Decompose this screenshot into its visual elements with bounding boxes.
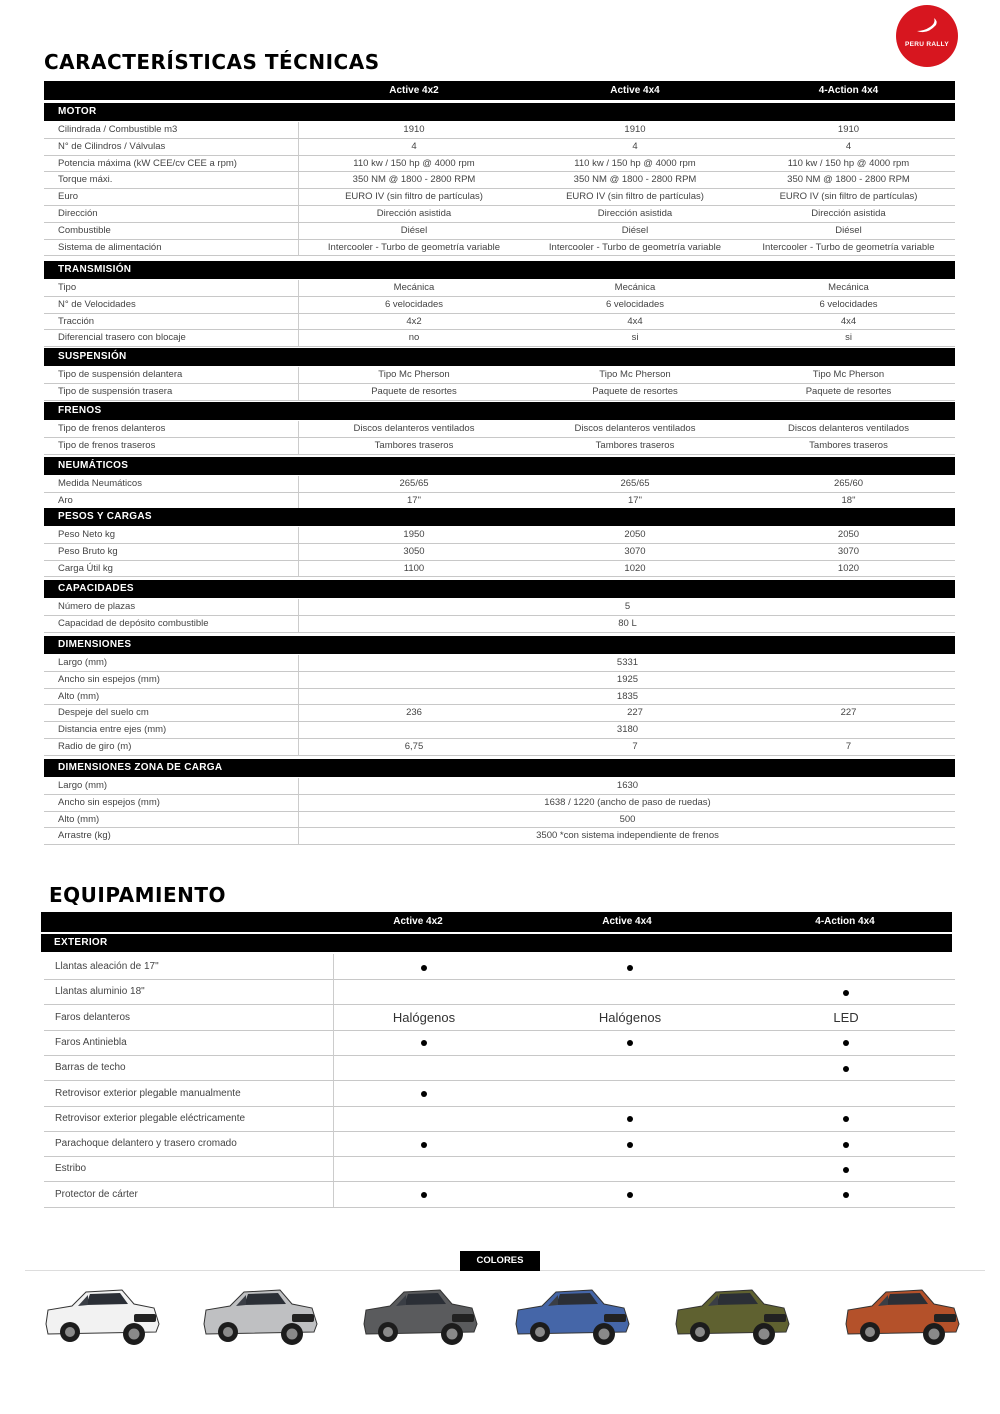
spec-row [44, 240, 955, 257]
equipment-label: Parachoque delantero y trasero cromado [55, 1138, 237, 1150]
pickup-truck-color-1 [42, 1280, 162, 1348]
spec-value: 18" [841, 494, 856, 506]
column-divider [298, 655, 299, 671]
spec-value: 3050 [403, 545, 425, 557]
spec-value: 1910 [624, 124, 646, 135]
spec-value: 2050 [837, 529, 860, 540]
spec-value: Discos delanteros ventilados [788, 423, 909, 434]
bullet-icon [843, 1040, 849, 1046]
spec-label: Número de plazas [58, 601, 136, 612]
bullet-icon [843, 1066, 849, 1072]
spec-row [44, 421, 955, 438]
spec-label: Alto (mm) [58, 690, 100, 702]
included-dot-icon [756, 979, 936, 1004]
spec-label: Cilindrada / Combustible m3 [58, 124, 178, 135]
spec-value: 227 [840, 707, 857, 719]
column-divider [298, 705, 299, 721]
equipment-row [44, 1131, 955, 1157]
spec-value: Diésel [400, 224, 428, 236]
bullet-icon [627, 1040, 633, 1046]
spec-value: 350 NM @ 1800 - 2800 RPM [352, 174, 476, 186]
column-divider [298, 828, 299, 844]
included-dot-icon [540, 1106, 720, 1131]
pickup-truck-color-4 [512, 1280, 632, 1348]
spec-row [44, 223, 955, 240]
spec-label: Torque máxi. [58, 174, 113, 186]
bullet-icon [843, 1192, 849, 1198]
spec-value: Tambores traseros [374, 439, 454, 451]
spec-row [44, 812, 955, 829]
spec-label: Diferencial trasero con blocaje [58, 332, 186, 344]
spec-row [44, 527, 955, 544]
spec-value: 17" [407, 494, 421, 506]
spec-value: Tambores traseros [595, 439, 675, 451]
spec-value: Tipo Mc Pherson [599, 369, 671, 380]
spec-value-shared: 5 [624, 601, 631, 612]
column-divider [298, 672, 299, 688]
spec-row [44, 330, 955, 347]
column-divider [298, 812, 299, 828]
spec-value: 265/65 [620, 478, 650, 489]
equipment-row [44, 979, 955, 1005]
spec-label: Radio de giro (m) [58, 741, 132, 752]
section-header: DIMENSIONES ZONA DE CARGA [44, 759, 955, 777]
equipment-value: LED [833, 1009, 859, 1025]
pickup-truck-color-3 [360, 1280, 480, 1348]
section-header: CAPACIDADES [44, 580, 955, 598]
equipment-row [44, 1055, 955, 1081]
spec-row [44, 655, 955, 672]
spec-label: N° de Cilindros / Válvulas [58, 140, 166, 152]
spec-label: Euro [58, 191, 79, 203]
spec-label: Sistema de alimentación [58, 241, 162, 253]
spec-value: 17" [628, 494, 642, 506]
spec-label: Aro [58, 494, 73, 506]
spec-value: Dirección asistida [597, 208, 673, 219]
equipment-label: Llantas aleación de 17" [55, 961, 159, 972]
column-divider [298, 367, 299, 383]
specs-title: CARACTERÍSTICAS TÉCNICAS [44, 50, 380, 74]
included-dot-icon [756, 1156, 936, 1181]
spec-value: 265/65 [399, 478, 429, 489]
spec-row [44, 544, 955, 561]
spec-value: si [631, 332, 639, 344]
included-dot-icon [756, 1106, 936, 1131]
equipment-empty [334, 979, 514, 1004]
spec-row [44, 172, 955, 189]
column-divider [298, 280, 299, 296]
spec-label: Combustible [58, 224, 111, 236]
spec-label: Dirección [58, 208, 98, 219]
spec-value: Intercooler - Turbo de geometría variable [327, 241, 501, 253]
included-dot-icon [540, 1030, 720, 1055]
bullet-icon [421, 1091, 427, 1097]
spec-row [44, 297, 955, 314]
equipment-row [44, 1030, 955, 1056]
spec-value: 110 kw / 150 hp @ 4000 rpm [353, 157, 475, 169]
spec-value: 4 [411, 140, 417, 152]
column-active-4x2: Active 4x2 [389, 85, 439, 96]
spec-label: Ancho sin espejos (mm) [58, 673, 160, 685]
spec-label: Peso Neto kg [58, 529, 116, 540]
equipment-row [44, 1005, 955, 1031]
included-dot-icon [540, 954, 720, 979]
column-divider [298, 689, 299, 705]
bullet-icon [843, 1116, 849, 1122]
spec-value: Diésel [835, 224, 862, 236]
equipment-label: Barras de techo [55, 1062, 126, 1074]
spec-value-shared: 1638 / 1220 (ancho de paso de ruedas) [544, 796, 711, 808]
colors-label: COLORES [460, 1251, 540, 1271]
equipment-title: EQUIPAMIENTO [49, 883, 227, 907]
spec-label: Tipo de frenos traseros [58, 439, 156, 451]
section-header: FRENOS [44, 402, 955, 420]
equipment-row [44, 954, 955, 980]
spec-row [44, 739, 955, 756]
spec-value: 1020 [624, 562, 646, 574]
spec-row [44, 314, 955, 331]
bullet-icon [421, 1040, 427, 1046]
spec-value-shared: 3180 [616, 724, 639, 736]
spec-value-shared: 1630 [616, 780, 639, 791]
spec-value: 7 [845, 741, 852, 752]
equipment-label: Llantas aluminio 18" [55, 986, 145, 998]
swoosh-icon [914, 17, 940, 35]
spec-row [44, 561, 955, 578]
column-divider [298, 156, 299, 172]
spec-label: Despeje del suelo cm [58, 707, 149, 719]
bullet-icon [843, 990, 849, 996]
spec-value: 3070 [624, 545, 646, 557]
column-divider [298, 778, 299, 794]
equipment-empty [540, 979, 720, 1004]
spec-value: 110 kw / 150 hp @ 4000 rpm [574, 157, 696, 169]
spec-row [44, 384, 955, 401]
column-divider [298, 616, 299, 632]
spec-value: Mecánica [393, 282, 435, 293]
spec-row [44, 280, 955, 297]
equipment-label: Faros Antiniebla [55, 1036, 127, 1048]
column-divider [298, 599, 299, 615]
equipment-value: Halógenos [598, 1009, 662, 1025]
spec-value: 1020 [837, 562, 860, 574]
spec-label: Capacidad de depósito combustible [58, 617, 209, 629]
spec-value-shared: 1835 [616, 690, 639, 702]
bullet-icon [843, 1167, 849, 1173]
spec-label: Tipo de suspensión delantera [58, 369, 183, 380]
spec-row [44, 156, 955, 173]
spec-value: EURO IV (sin filtro de partículas) [566, 191, 704, 203]
equipment-row [44, 1081, 955, 1107]
spec-value: 3070 [837, 545, 860, 557]
column-divider [298, 206, 299, 222]
column-divider [298, 739, 299, 755]
bullet-icon [627, 1116, 633, 1122]
spec-value-shared: 1925 [616, 673, 639, 685]
spec-row [44, 795, 955, 812]
spec-value: Intercooler - Turbo de geometría variable [762, 241, 935, 253]
spec-row [44, 438, 955, 455]
spec-value: 4x2 [406, 315, 422, 327]
equipment-empty [540, 1156, 720, 1181]
spec-value: 227 [627, 707, 643, 719]
included-dot-icon [756, 1055, 936, 1080]
specs-column-header [44, 81, 955, 100]
spec-value: Paquete de resortes [592, 385, 678, 397]
included-dot-icon [540, 1182, 720, 1207]
spec-row [44, 689, 955, 706]
column-divider [298, 330, 299, 346]
column-divider [298, 476, 299, 492]
equipment-row [44, 1106, 955, 1132]
equipment-empty [540, 1055, 720, 1080]
spec-value: 6 velocidades [384, 298, 444, 310]
spec-value: 110 kw / 150 hp @ 4000 rpm [787, 157, 910, 169]
bullet-icon [627, 1192, 633, 1198]
column-divider [298, 384, 299, 400]
column-divider [298, 172, 299, 188]
spec-label: N° de Velocidades [58, 298, 136, 310]
spec-row [44, 122, 955, 139]
spec-label: Alto (mm) [58, 813, 100, 825]
column-divider [298, 421, 299, 437]
spec-label: Potencia máxima (kW CEE/cv CEE a rpm) [58, 157, 237, 169]
equipment-value: Halógenos [392, 1009, 456, 1025]
spec-label: Arrastre (kg) [58, 830, 111, 842]
column-divider [298, 122, 299, 138]
spec-row [44, 828, 955, 845]
spec-value: Mecánica [614, 282, 656, 293]
column-divider [298, 223, 299, 239]
column-divider [298, 314, 299, 330]
spec-value: 236 [406, 707, 422, 719]
bullet-icon [627, 1142, 633, 1148]
spec-value: 4x4 [627, 315, 643, 327]
spec-value: Dirección asistida [811, 208, 886, 219]
spec-value: 2050 [624, 529, 646, 540]
spec-row [44, 206, 955, 223]
equipment-label: Estribo [55, 1163, 87, 1175]
included-dot-icon [756, 1030, 936, 1055]
column-active-4x4: Active 4x4 [610, 85, 660, 96]
column-divider [298, 493, 299, 509]
included-dot-icon [334, 954, 514, 979]
included-dot-icon [334, 1030, 514, 1055]
brand-logo [896, 5, 958, 67]
bullet-icon [843, 1142, 849, 1148]
spec-row [44, 599, 955, 616]
spec-value: Diésel [621, 224, 649, 236]
spec-label: Medida Neumáticos [58, 478, 142, 489]
spec-value: Intercooler - Turbo de geometría variable [548, 241, 722, 253]
spec-value: Tipo Mc Pherson [378, 369, 450, 380]
spec-row [44, 705, 955, 722]
equipment-empty [334, 1055, 514, 1080]
spec-label: Largo (mm) [58, 780, 108, 791]
column-divider [298, 544, 299, 560]
spec-value: 7 [632, 741, 638, 752]
spec-value: 350 NM @ 1800 - 2800 RPM [573, 174, 697, 186]
spec-row [44, 476, 955, 493]
column-4-action-4x4: 4-Action 4x4 [815, 916, 875, 927]
section-header: PESOS Y CARGAS [44, 508, 955, 526]
spec-row [44, 722, 955, 739]
section-header: EXTERIOR [41, 934, 952, 952]
spec-label: Tracción [58, 315, 95, 327]
section-header: DIMENSIONES [44, 636, 955, 654]
equipment-empty [334, 1156, 514, 1181]
spec-value: 6 velocidades [605, 298, 665, 310]
spec-value: 1910 [403, 124, 425, 135]
equipment-label: Retrovisor exterior plegable eléctricamente [55, 1112, 246, 1124]
spec-label: Carga Útil kg [58, 562, 113, 574]
section-header: TRANSMISIÓN [44, 261, 955, 279]
spec-value: Discos delanteros ventilados [574, 423, 696, 434]
spec-row [44, 616, 955, 633]
spec-value: Dirección asistida [376, 208, 452, 219]
included-dot-icon [756, 1131, 936, 1156]
column-divider [298, 240, 299, 256]
bullet-icon [421, 1142, 427, 1148]
spec-label: Tipo de frenos delanteros [58, 423, 166, 434]
spec-label: Tipo de suspensión trasera [58, 385, 173, 397]
included-dot-icon [334, 1182, 514, 1207]
spec-value: 1950 [403, 529, 425, 540]
spec-value: 1910 [837, 124, 860, 135]
section-header: SUSPENSIÓN [44, 348, 955, 366]
spec-label: Distancia entre ejes (mm) [58, 724, 167, 736]
spec-value: Paquete de resortes [805, 385, 892, 397]
spec-value: si [845, 332, 852, 344]
spec-value: 4 [845, 140, 852, 152]
equipment-empty [756, 1081, 936, 1106]
column-divider [298, 297, 299, 313]
column-active-4x4: Active 4x4 [602, 916, 652, 927]
spec-label: Peso Bruto kg [58, 545, 118, 557]
spec-value: Tipo Mc Pherson [812, 369, 885, 380]
included-dot-icon [756, 1182, 936, 1207]
equipment-label: Faros delanteros [55, 1011, 131, 1023]
column-divider [298, 561, 299, 577]
spec-value-shared: 500 [619, 813, 636, 825]
spec-value: Discos delanteros ventilados [353, 423, 475, 434]
spec-value: no [408, 332, 420, 344]
spec-value-shared: 3500 *con sistema independiente de frenos [536, 830, 719, 842]
column-divider [298, 139, 299, 155]
bullet-icon [421, 965, 427, 971]
spec-row [44, 189, 955, 206]
included-dot-icon [334, 1081, 514, 1106]
pickup-truck-color-6 [842, 1280, 962, 1348]
column-divider [298, 527, 299, 543]
spec-value: 1100 [403, 562, 425, 574]
column-divider [298, 438, 299, 454]
equipment-label: Protector de cárter [55, 1188, 138, 1200]
equipment-column-header [41, 912, 952, 932]
spec-label: Largo (mm) [58, 657, 108, 668]
spec-value: Mecánica [828, 282, 869, 293]
spec-row [44, 367, 955, 384]
included-dot-icon [334, 1131, 514, 1156]
spec-label: Tipo [58, 282, 77, 293]
spec-row [44, 139, 955, 156]
equipment-empty [756, 954, 936, 979]
spec-value: 4x4 [840, 315, 857, 327]
spec-label: Ancho sin espejos (mm) [58, 796, 160, 808]
spec-value: Tambores traseros [809, 439, 888, 451]
spec-value: 265/60 [833, 478, 864, 489]
pickup-truck-color-2 [200, 1280, 320, 1348]
spec-value: 4 [632, 140, 638, 152]
column-4-action-4x4: 4-Action 4x4 [818, 85, 879, 96]
spec-row [44, 778, 955, 795]
column-divider [298, 795, 299, 811]
logo-text: PERU RALLY [905, 41, 949, 48]
column-active-4x2: Active 4x2 [393, 916, 443, 927]
section-header: MOTOR [44, 103, 955, 121]
equipment-empty [334, 1106, 514, 1131]
equipment-label: Retrovisor exterior plegable manualmente [55, 1087, 241, 1099]
section-header: NEUMÁTICOS [44, 457, 955, 475]
bullet-icon [627, 965, 633, 971]
spec-value: Paquete de resortes [371, 385, 457, 397]
included-dot-icon [540, 1131, 720, 1156]
bullet-icon [421, 1192, 427, 1198]
equipment-empty [540, 1081, 720, 1106]
spec-value: EURO IV (sin filtro de partículas) [779, 191, 918, 203]
spec-row [44, 672, 955, 689]
spec-value-shared: 5331 [616, 657, 639, 668]
spec-value: 350 NM @ 1800 - 2800 RPM [787, 174, 910, 186]
spec-value-shared: 80 L [618, 617, 637, 629]
column-divider [298, 722, 299, 738]
spec-value: 6 velocidades [819, 298, 878, 310]
equipment-row [44, 1156, 955, 1182]
spec-value: EURO IV (sin filtro de partículas) [345, 191, 483, 203]
column-divider [298, 189, 299, 205]
pickup-truck-color-5 [672, 1280, 792, 1348]
spec-value: 6,75 [404, 741, 424, 752]
equipment-row [44, 1182, 955, 1208]
